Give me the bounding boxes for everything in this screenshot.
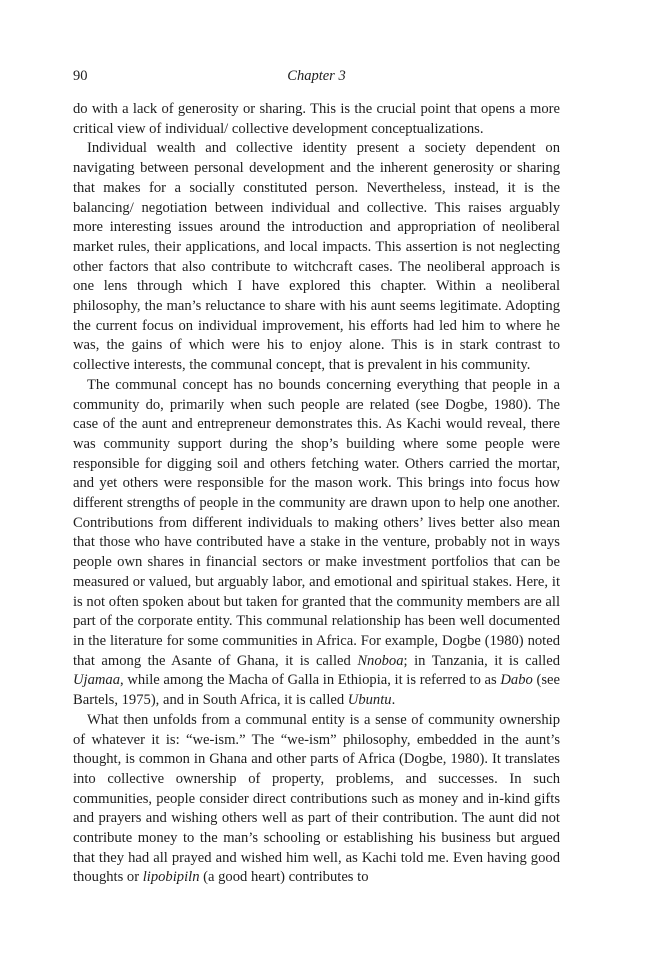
text-run: What then unfolds from a communal entity is a sense of community ownership of whatever it is: “we-ism.” The “we-ism” philosophy, embedded in the aunt’s thought, is common in Ghana and other parts of Africa (Dogbe, 1980). It translates into collective ownership of property, problems, and successes. In such communities, people consider direct contributions such as money and in-kind gifts and prayers and wishing others well as part of their contribution. The aunt did not contribute money to the man’s schooling or establishing his business but argued that they had all prayed and wished him well, as Kachi told me. Even having good thoughts or [73, 711, 560, 886]
text-run: The communal concept has no bounds concerning everything that people in a community do, primarily when such people are related (see Dogbe, 1980). The case of the aunt and entrepreneur demonstrates this. As Kachi would reveal, there was community support during the shop’s building where some people were responsible for digging soil and others fetching water. Others carried the mortar, and yet others were responsible for the mason work. This brings into focus how different strengths of people in the community are drawn upon to help one another. Contributions from different individuals to making others’ lives better also mean that those who have contributed have a stake in the venture, probably not in ways people own shares in financial sectors or make investment portfolios that can be measured or valued, but arguably labor, and emotional and spiritual stakes. Here, it is not often spoken about but taken for granted that the community members are all part of the corporate entity. This communal relationship has been well documented in the literature for some communities in Africa. For example, Dogbe (1980) noted that among the Asante of Ghana, it is called [73, 376, 560, 669]
italic-term: Ubuntu [347, 692, 392, 709]
body-text [73, 100, 560, 888]
italic-term: Ujamaa [73, 672, 121, 689]
page-header [73, 68, 560, 88]
paragraph [73, 139, 560, 375]
text-run: (see Bartels, 1975), and in South Africa, it is called [73, 672, 560, 709]
italic-term: Dabo [500, 672, 533, 689]
text-run: , while among the Macha of Galla in Ethiopia, it is referred to as [120, 672, 501, 689]
paragraph [73, 100, 560, 139]
paragraph [73, 376, 560, 711]
page-number: 90 [73, 68, 88, 84]
text-run: ; in Tanzania, it is called [403, 652, 561, 669]
text-run: Individual wealth and collective identity present a society dependent on navigating between personal development and the inherent generosity or sharing that makes for a socially constituted person. Nevertheless, instead, it is the balancing/ negotiation between individual and collective. This raises arguably more interesting issues around the introduction and appropriation of neoliberal market rules, their applications, and local impacts. This assertion is not neglecting other factors that also contribute to witchcraft cases. The neoliberal approach is one lens through which I have explored this chapter. Within a neoliberal philosophy, the man’s reluctance to share with his aunt seems legitimate. Adopting the current focus on individual improvement, his efforts had led him to where he was, the gains of which were his to enjoy alone. This is in stark contrast to collective interests, the communal concept, that is prevalent in his community. [73, 140, 560, 374]
text-run: do with a lack of generosity or sharing. This is the crucial point that opens a more critical view of individual/ collective development conceptualizations. [73, 101, 560, 137]
paragraph [73, 711, 560, 888]
text-run: . [391, 692, 396, 709]
running-head: Chapter 3 [287, 68, 346, 84]
italic-term: Nnoboa [357, 652, 404, 669]
italic-term: lipobipiln [142, 869, 200, 886]
text-run: (a good heart) contributes to [199, 869, 369, 886]
